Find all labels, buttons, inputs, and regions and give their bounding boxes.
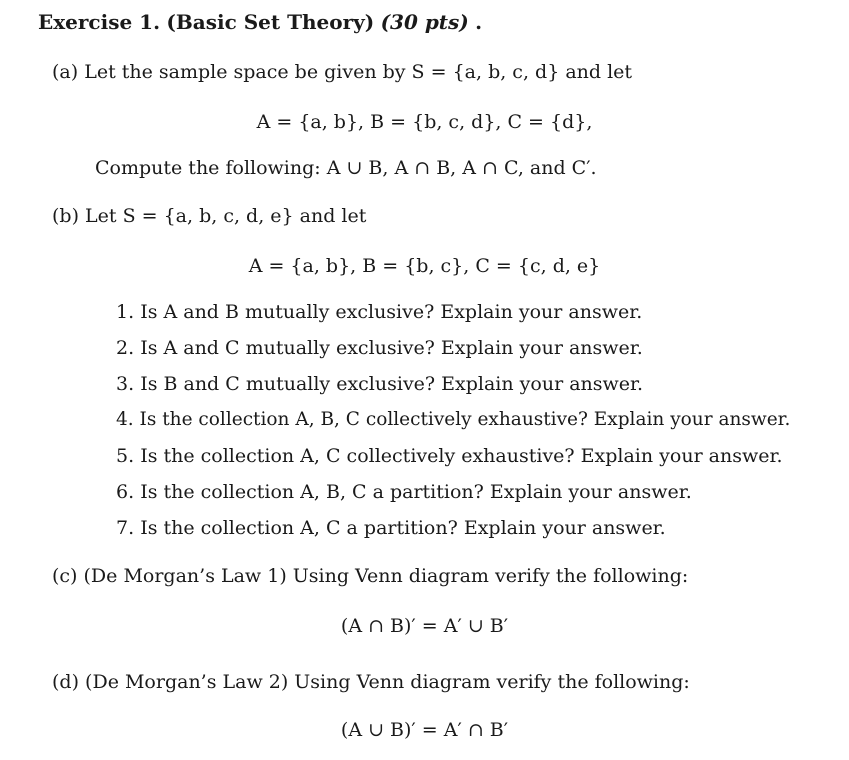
list-item-text: Is the collection A, C collectively exhaustive? Explain your answer. <box>140 445 783 467</box>
exercise-topic: (Basic Set Theory) <box>166 10 375 34</box>
part-b-text: Let S = {a, b, c, d, e} and let <box>85 205 367 227</box>
list-item-number: 1. <box>116 301 135 323</box>
exercise-title <box>38 10 482 34</box>
list-item-number: 3. <box>116 373 135 395</box>
list-item <box>116 408 790 432</box>
list-item-text: Is the collection A, B, C collectively exhaustive? Explain your answer. <box>139 409 791 430</box>
part-a-compute: Compute the following: A ∪ B, A ∩ B, A ∩ C, and C′. <box>95 157 597 179</box>
part-a-intro <box>52 60 632 84</box>
list-item-text: Is A and B mutually exclusive? Explain your answer. <box>140 301 643 323</box>
list-item <box>116 480 692 504</box>
list-item-text: Is the collection A, B, C a partition? Explain your answer. <box>140 481 692 503</box>
part-a-sets <box>0 110 849 134</box>
list-item-text: Is the collection A, C a partition? Explain your answer. <box>140 517 666 539</box>
part-c-formula: (A ∩ B)′ = A′ ∪ B′ <box>340 615 509 637</box>
part-c-marker: (c) <box>52 565 78 587</box>
exercise-points: (30 pts) <box>380 10 469 34</box>
list-item-text: Is A and C mutually exclusive? Explain your answer. <box>140 337 643 359</box>
list-item <box>116 300 642 324</box>
part-d-intro <box>52 670 690 694</box>
list-item-number: 5. <box>116 445 135 467</box>
list-item <box>116 516 666 540</box>
part-c-text: (De Morgan’s Law 1) Using Venn diagram verify the following: <box>83 565 689 587</box>
list-item-number: 7. <box>116 517 135 539</box>
list-item <box>116 336 643 360</box>
exercise-label: Exercise 1. <box>38 10 161 34</box>
exercise-period: . <box>475 10 483 34</box>
list-item-number: 6. <box>116 481 135 503</box>
part-c-intro <box>52 564 688 588</box>
part-d-formula: (A ∪ B)′ = A′ ∩ B′ <box>340 719 509 741</box>
list-item <box>116 444 783 468</box>
part-b-sets <box>0 254 849 278</box>
list-item <box>116 372 643 396</box>
part-a-display: A = {a, b}, B = {b, c, d}, C = {d}, <box>256 111 593 133</box>
part-b-marker: (b) <box>52 205 79 227</box>
part-a-marker: (a) <box>52 61 79 83</box>
part-a-text: Let the sample space be given by S = {a, b, c, d} and let <box>84 61 633 83</box>
part-d-text: (De Morgan’s Law 2) Using Venn diagram verify the following: <box>85 671 690 693</box>
list-item-number: 2. <box>116 337 135 359</box>
part-b-intro <box>52 204 366 228</box>
part-d-marker: (d) <box>52 671 79 693</box>
list-item-text: Is B and C mutually exclusive? Explain your answer. <box>140 373 644 395</box>
part-b-display: A = {a, b}, B = {b, c}, C = {c, d, e} <box>248 255 601 277</box>
list-item-number: 4. <box>116 409 134 430</box>
